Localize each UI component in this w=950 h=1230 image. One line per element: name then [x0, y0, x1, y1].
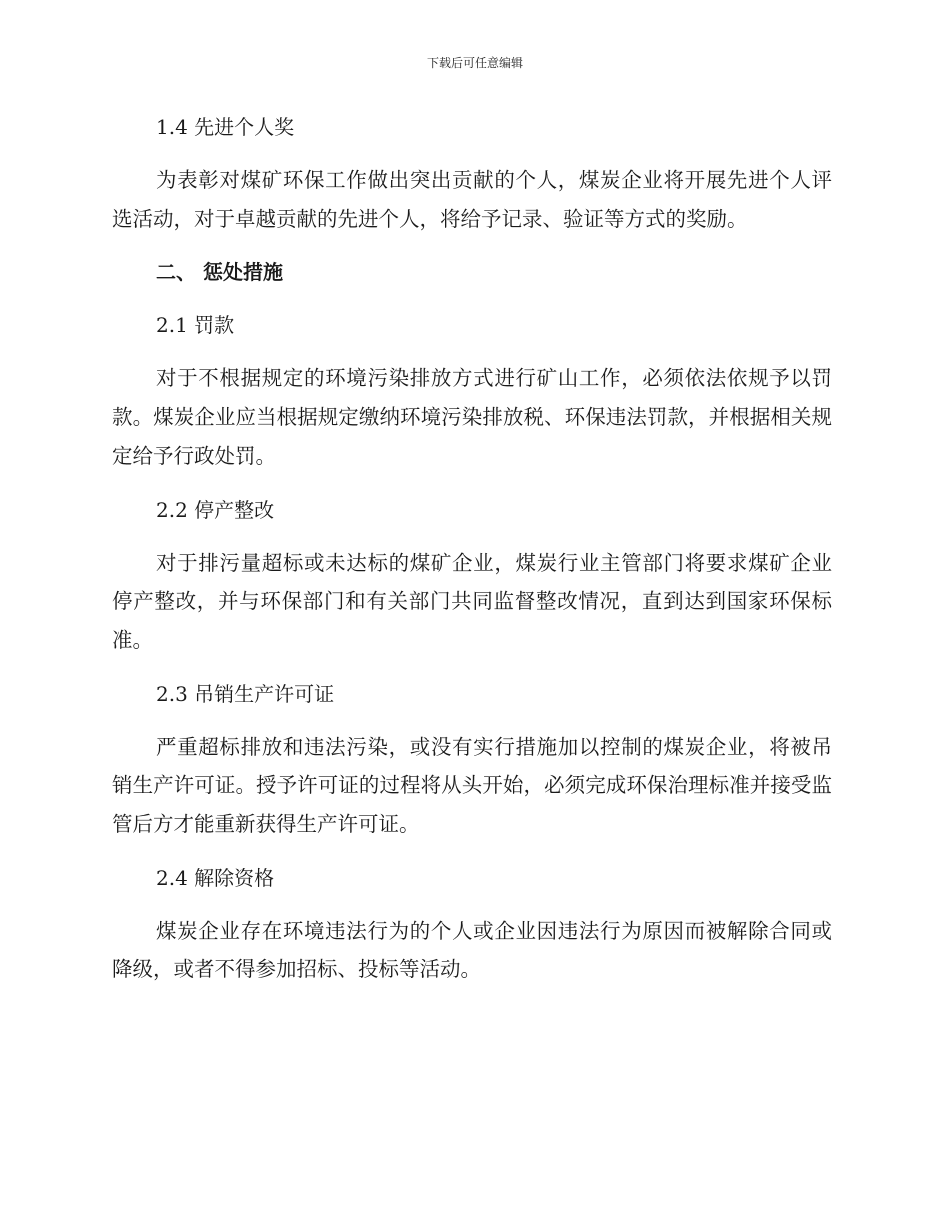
- paragraph-fines: 对于不根据规定的环境污染排放方式进行矿山工作，必须依法依规予以罚款。煤炭企业应当根据规定缴纳环境污染排放税、环保违法罚款，并根据相关规定给予行政处罚。: [112, 366, 832, 468]
- paragraph-license-revocation: 严重超标排放和违法污染，或没有实行措施加以控制的煤炭企业，将被吊销生产许可证。授予许可证的过程将从头开始，必须完成环保治理标准并接受监管后方才能重新获得生产许可证。: [112, 734, 832, 837]
- document-body: [112, 108, 832, 1004]
- paragraph-disqualification: 煤炭企业存在环境违法行为的个人或企业因违法行为原因而被解除合同或降级，或者不得参加招标、投标等活动。: [112, 918, 832, 982]
- subheading-license-revocation: 2.3 吊销生产许可证: [156, 681, 335, 706]
- subheading-fines: 2.1 罚款: [156, 313, 235, 338]
- paragraph-award-description: 为表彰对煤矿环保工作做出突出贡献的个人，煤炭企业将开展先进个人评选活动，对于卓越贡献的先进个人，将给予记录、验证等方式的奖励。: [112, 168, 832, 231]
- subheading-advanced-individual-award: 1.4 先进个人奖: [156, 115, 295, 139]
- section-heading-penalties: 二、 惩处措施: [156, 260, 283, 285]
- paragraph-suspension-rectification: 对于排污量超标或未达标的煤矿企业，煤炭行业主管部门将要求煤矿企业停产整改，并与环保部门和有关部门共同监督整改情况，直到达到国家环保标准。: [112, 550, 832, 652]
- subheading-disqualification: 2.4 解除资格: [156, 865, 275, 890]
- page-header: 下载后可任意编辑: [426, 56, 523, 70]
- subheading-suspension-rectification: 2.2 停产整改: [156, 497, 275, 522]
